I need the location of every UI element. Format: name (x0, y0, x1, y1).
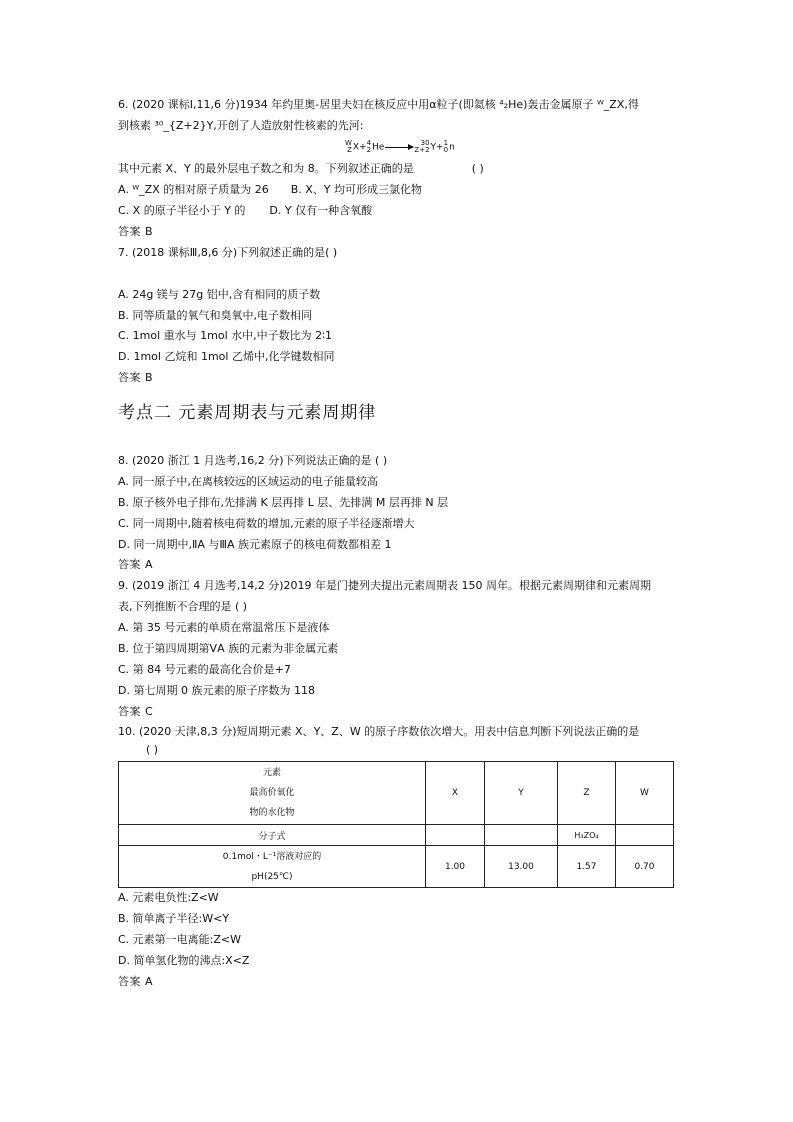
cell-w-ph: 0.70 (616, 846, 674, 888)
col-header-x: X (426, 762, 485, 825)
q10-answer-blank: ( ) (146, 743, 159, 756)
col-header-y: Y (485, 762, 558, 825)
q9-stem-line2: 表,下列推断不合理的是 ( ) (118, 600, 248, 613)
q10-option-d: D. 简单氢化物的沸点:X<Z (118, 954, 250, 967)
eq-x: X+ (352, 142, 367, 153)
eq-he: He (372, 142, 385, 153)
q10-answer: 答案 A (118, 975, 154, 988)
q6-stem-line3 (118, 161, 484, 177)
q10-option-c: C. 元素第一电离能:Z<W (118, 933, 242, 946)
cell-y-ph: 13.00 (485, 846, 558, 888)
cell-x-formula (426, 825, 485, 846)
q8-option-b: B. 原子核外电子排布,先排满 K 层再排 L 层、先排满 M 层再排 N 层 (118, 496, 449, 509)
q9-answer: 答案 C (118, 705, 154, 718)
table-row (119, 762, 674, 825)
q9-option-c: C. 第 84 号元素的最高化合价是+7 (118, 663, 291, 676)
nuclide-4-2: 4 2 (366, 139, 372, 154)
nuclide-30-z2: 30 Z+2 (414, 139, 430, 154)
q9-option-d: D. 第七周期 0 族元素的原子序数为 118 (118, 684, 315, 697)
q9-option-a: A. 第 35 号元素的单质在常温常压下是液体 (118, 621, 330, 634)
cell-z-formula: H₃ZO₄ (558, 825, 616, 846)
q7-option-b: B. 同等质量的氧气和臭氧中,电子数相同 (118, 309, 313, 322)
section-heading: 考点二 元素周期表与元素周期律 (118, 403, 377, 423)
q6-option-d: D. Y 仅有一种含氧酸 (269, 204, 373, 217)
q6-option-a: A. ᵂ_ZX 的相对原子质量为 26 (118, 183, 269, 196)
q8-option-d: D. 同一周期中,ⅡA 与ⅢA 族元素原子的核电荷数都相差 1 (118, 538, 392, 551)
col-header-z: Z (558, 762, 616, 825)
q6-option-b: B. X、Y 均可形成三氯化物 (290, 183, 423, 196)
ph-label-1: 0.1mol・L⁻¹溶液对应的 (222, 851, 322, 862)
q6-stem-line1: 6. (2020 课标Ⅰ,11,6 分)1934 年约里奥-居里夫妇在核反应中用α粒子(即氦核 ⁴₂He)轰击金属原子 ᵂ_ZX,得 (118, 98, 639, 111)
header-element: 元素 (262, 768, 281, 778)
cell-z-ph: 1.57 (558, 846, 616, 888)
q6-options-ab (118, 182, 422, 198)
nuclide-w-z: W Z (345, 139, 352, 154)
q7-stem: 7. (2018 课标Ⅲ,8,6 分)下列叙述正确的是( ) (118, 246, 338, 259)
q6-answer: 答案 B (118, 225, 154, 238)
eq-n: n (449, 142, 455, 153)
q10-stem-line1: 10. (2020 天津,8,3 分)短周期元素 X、Y、Z、W 的原子序数依次增大。用表中信息判断下列说法正确的是 (118, 725, 640, 738)
q9-stem-line1: 9. (2019 浙江 4 月选考,14,2 分)2019 年是门捷列夫提出元素周期表 150 周年。根据元素周期律和元素周期 (118, 579, 652, 592)
q10-option-b: B. 简单离子半径:W<Y (118, 912, 230, 925)
element-data-table (118, 761, 674, 888)
q6-stem-text: 其中元素 X、Y 的最外层电子数之和为 8。下列叙述正确的是 (118, 162, 414, 175)
q7-option-c: C. 1mol 重水与 1mol 水中,中子数比为 2∶1 (118, 329, 333, 342)
header-oxide-2: 物的水化物 (249, 808, 295, 818)
row-label-formula: 分子式 (119, 825, 426, 846)
q8-option-a: A. 同一原子中,在离核较远的区域运动的电子能量较高 (118, 475, 378, 488)
nuclide-1-0: 1 0 (443, 139, 449, 154)
q6-options-cd (118, 203, 372, 219)
cell-w-formula (616, 825, 674, 846)
table-row (119, 846, 674, 888)
reaction-arrow-icon (385, 147, 413, 148)
eq-y: Y+ (430, 142, 444, 153)
q7-option-a: A. 24g 镁与 27g 铝中,含有相同的质子数 (118, 288, 321, 301)
col-header-w: W (616, 762, 674, 825)
q7-option-d: D. 1mol 乙烷和 1mol 乙烯中,化学键数相同 (118, 350, 335, 363)
table-header-cell (119, 762, 426, 825)
q6-nuclear-equation (345, 140, 455, 154)
cell-x-ph: 1.00 (426, 846, 485, 888)
q9-option-b: B. 位于第四周期第ⅤA 族的元素为非金属元素 (118, 642, 339, 655)
q8-answer: 答案 A (118, 558, 154, 571)
q6-stem-line2: 到核素 ³⁰_{Z+2}Y,开创了人造放射性核素的先河: (118, 119, 364, 132)
row-label-ph (119, 846, 426, 888)
table-row (119, 825, 674, 846)
cell-y-formula (485, 825, 558, 846)
q8-option-c: C. 同一周期中,随着核电荷数的增加,元素的原子半径逐渐增大 (118, 517, 415, 530)
q7-answer: 答案 B (118, 371, 154, 384)
q10-option-a: A. 元素电负性:Z<W (118, 891, 219, 904)
q8-stem: 8. (2020 浙江 1 月选考,16,2 分)下列说法正确的是 ( ) (118, 454, 388, 467)
q6-answer-blank: ( ) (471, 162, 484, 175)
header-oxide-1: 最高价氧化 (249, 788, 295, 798)
q6-option-c: C. X 的原子半径小于 Y 的 (118, 204, 246, 217)
ph-label-2: pH(25℃) (251, 871, 293, 882)
